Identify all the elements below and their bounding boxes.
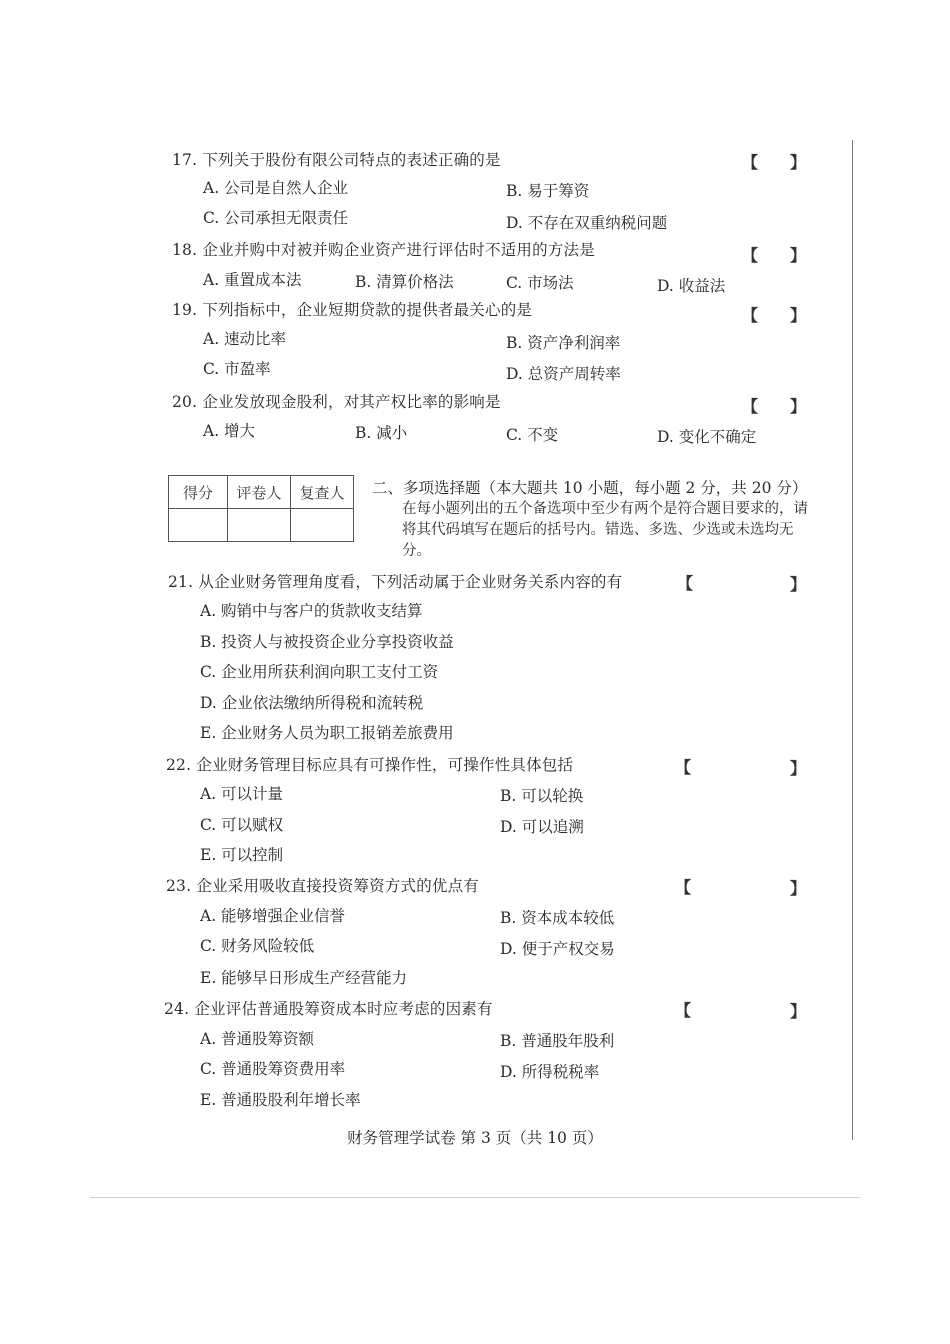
option: A. 购销中与客户的货款收支结算	[200, 602, 423, 620]
page-border-bottom	[90, 1197, 860, 1198]
answer-bracket-left: 【	[675, 1001, 692, 1020]
option: D. 不存在双重纳税问题	[506, 214, 668, 232]
reviewer-cell	[291, 509, 354, 542]
question-number: 22.	[166, 756, 192, 774]
question-20	[172, 392, 501, 412]
question-23	[166, 876, 479, 896]
option: A. 能够增强企业信誉	[200, 907, 346, 925]
answer-bracket-left: 【	[677, 574, 694, 593]
question-number: 19.	[172, 301, 198, 319]
question-number: 24.	[164, 1000, 190, 1018]
option: C. 可以赋权	[200, 816, 284, 834]
option: B. 清算价格法	[355, 273, 454, 291]
option: D. 所得税税率	[500, 1063, 600, 1081]
question-number: 18.	[172, 241, 198, 259]
question-stem: 企业并购中对被并购企业资产进行评估时不适用的方法是	[202, 241, 595, 259]
option: A. 速动比率	[203, 330, 287, 348]
option: B. 易于筹资	[506, 182, 590, 200]
question-17	[172, 150, 501, 170]
option: D. 可以追溯	[500, 818, 584, 836]
option: A. 重置成本法	[203, 271, 302, 289]
answer-bracket-left: 【	[742, 153, 759, 172]
answer-bracket-left: 【	[675, 758, 692, 777]
answer-bracket-right: 】	[790, 246, 807, 265]
option: E. 可以控制	[200, 846, 284, 864]
question-number: 21.	[168, 573, 194, 591]
section-2-header	[372, 478, 812, 562]
question-22	[166, 755, 573, 775]
option: A. 公司是自然人企业	[203, 179, 349, 197]
option: C. 市盈率	[203, 360, 271, 378]
option: E. 能够早日形成生产经营能力	[200, 969, 408, 987]
question-number: 17.	[172, 151, 198, 169]
answer-bracket-right: 】	[790, 879, 807, 898]
question-stem: 企业评估普通股筹资成本时应考虑的因素有	[194, 1000, 493, 1018]
option: E. 普通股股利年增长率	[200, 1091, 361, 1109]
answer-bracket-left: 【	[742, 246, 759, 265]
question-stem: 下列指标中，企业短期贷款的提供者最关心的是	[202, 301, 533, 319]
section-2-instructions: 在每小题列出的五个备选项中至少有两个是符合题目要求的，请将其代码填写在题后的括号内。错选、多选、少选或未选均无分。	[402, 501, 808, 559]
question-18	[172, 240, 595, 260]
answer-bracket-left: 【	[675, 878, 692, 897]
option: B. 普通股年股利	[500, 1032, 615, 1050]
score-header-score: 得分	[169, 476, 228, 509]
question-21	[168, 572, 622, 592]
option: B. 投资人与被投资企业分享投资收益	[200, 633, 454, 651]
question-number: 20.	[172, 393, 198, 411]
question-stem: 从企业财务管理角度看，下列活动属于企业财务关系内容的有	[198, 573, 623, 591]
option: D. 总资产周转率	[506, 365, 621, 383]
answer-bracket-right: 】	[790, 575, 807, 594]
page-footer: 财务管理学试卷 第 3 页（共 10 页）	[347, 1129, 603, 1147]
option: A. 普通股筹资额	[200, 1030, 315, 1048]
answer-bracket-right: 】	[790, 1002, 807, 1021]
option: D. 收益法	[657, 277, 726, 295]
answer-bracket-right: 】	[790, 306, 807, 325]
option: A. 增大	[203, 422, 256, 440]
question-19	[172, 300, 532, 320]
answer-bracket-left: 【	[742, 397, 759, 416]
answer-bracket-right: 】	[790, 397, 807, 416]
option: C. 普通股筹资费用率	[200, 1060, 346, 1078]
option: D. 企业依法缴纳所得税和流转税	[200, 694, 424, 712]
question-24	[164, 999, 493, 1019]
question-stem: 下列关于股份有限公司特点的表述正确的是	[202, 151, 501, 169]
option: B. 减小	[355, 424, 408, 442]
section-2-title: 二、多项选择题（本大题共 10 小题，每小题 2 分，共 20 分）	[372, 479, 808, 497]
page-border-right	[852, 140, 853, 1140]
option: C. 公司承担无限责任	[203, 209, 349, 227]
option: B. 可以轮换	[500, 787, 584, 805]
score-cell	[169, 509, 228, 542]
option: C. 企业用所获利润向职工支付工资	[200, 663, 439, 681]
grader-cell	[228, 509, 291, 542]
question-stem: 企业财务管理目标应具有可操作性，可操作性具体包括	[196, 756, 574, 774]
option: D. 便于产权交易	[500, 940, 615, 958]
question-number: 23.	[166, 877, 192, 895]
question-stem: 企业发放现金股利，对其产权比率的影响是	[202, 393, 501, 411]
option: C. 财务风险较低	[200, 937, 315, 955]
option: D. 变化不确定	[657, 428, 757, 446]
score-table	[168, 475, 354, 542]
answer-bracket-right: 】	[790, 759, 807, 778]
option: C. 不变	[506, 426, 559, 444]
answer-bracket-left: 【	[742, 306, 759, 325]
answer-bracket-right: 】	[790, 153, 807, 172]
option: A. 可以计量	[200, 785, 284, 803]
option: B. 资产净利润率	[506, 334, 621, 352]
option: E. 企业财务人员为职工报销差旅费用	[200, 724, 454, 742]
score-header-reviewer: 复查人	[291, 476, 354, 509]
question-stem: 企业采用吸收直接投资筹资方式的优点有	[196, 877, 480, 895]
option: B. 资本成本较低	[500, 909, 615, 927]
score-header-grader: 评卷人	[228, 476, 291, 509]
option: C. 市场法	[506, 274, 574, 292]
